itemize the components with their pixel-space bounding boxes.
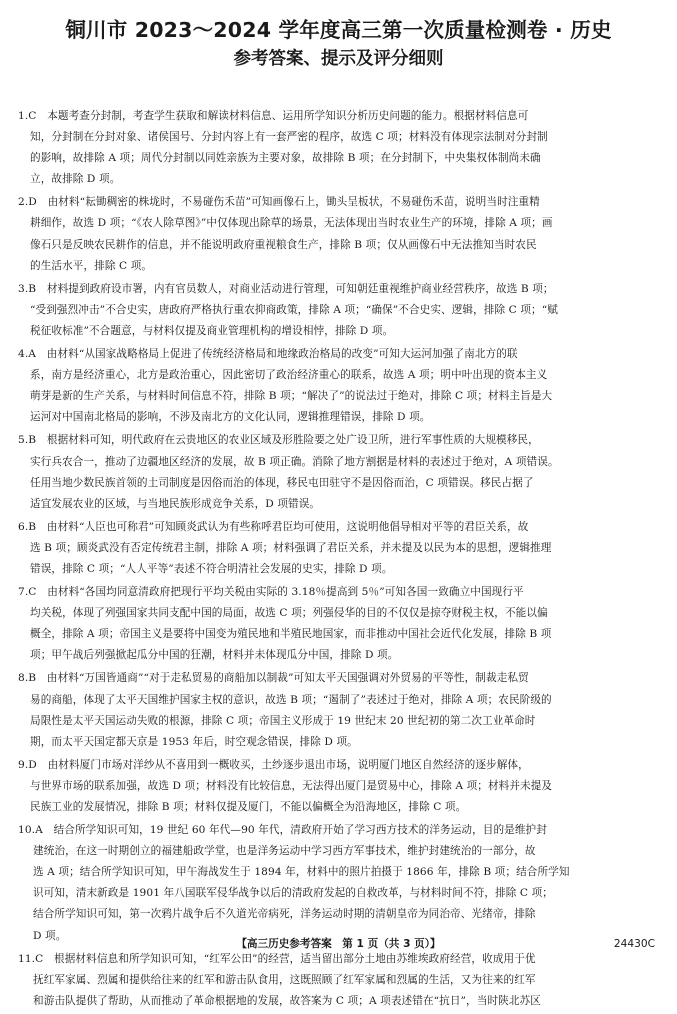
answer-item (18, 517, 654, 580)
answer-line: 实行兵农合一，推动了边疆地区经济的发展，故 B 项正确。消除了地方割据是材料的表述过于绝对，A 项错误。 (30, 455, 559, 468)
answer-line: 任用当地少数民族首领的土司制度是因俗而治的体现，移民屯田驻守不是因俗而治，C 项错误。移民占据了 (30, 476, 534, 489)
answer-line: 系，南方是经济重心，北方是政治重心，因此密切了政治经济重心的联系，故选 A 项；明中叶出现的资本主义 (30, 369, 548, 382)
answer-line: D 项。 (33, 929, 67, 942)
answer-item (18, 430, 654, 514)
answer-line: 萌芽是新的生产关系，与材料时间信息不符，排除 B 项；“解决了”的说法过于绝对，排除 C 项；材料主旨是大 (30, 390, 553, 403)
answer-line: 7.C 由材料“各国均同意清政府把现行平均关税由实际的 3.18％提高到 5％”可知各国一致确立中国现行平 (18, 586, 524, 599)
answer-line: 4.A 由材料“从国家战略格局上促进了传统经济格局和地缘政治格局的改变”可知大运河加强了南北方的联 (18, 348, 518, 361)
answer-line: 项；甲午战后列强掀起瓜分中国的狂潮，材料并未体现瓜分中国，排除 D 项。 (30, 649, 399, 662)
document-title: 铜川市 2023～2024 学年度高三第一次质量检测卷 · 历史 (65, 18, 612, 42)
answer-line: 8.B 由材料“万国皆通商”“对于走私贸易的商船加以制裁”可知太平天国强调对外贸易的平等性，制裁走私贸 (18, 672, 529, 685)
answer-line: 抚红军家属、烈属和提供给往来的红军和游击队食用，这既照顾了红军家属和烈属的生活，又为往来的红军 (33, 973, 536, 986)
answer-line: 1.C 本题考查分封制，考查学生获取和解读材料信息、运用所学知识分析历史问题的能力。根据材料信息可 (18, 110, 529, 122)
answer-line: 适宜发展农业的区域，与当地民族形成竞争关系，D 项错误。 (30, 497, 321, 510)
answer-list (18, 106, 654, 1014)
answer-line: 像石只是反映农民耕作的信息，并不能说明政府重视粮食生产，排除 B 项；仅从画像石中无法推知当时农民 (30, 238, 537, 251)
answer-line: 的生活水平，排除 C 项。 (30, 259, 153, 272)
answer-line: 立，故排除 D 项。 (30, 173, 121, 186)
answer-line: 选 A 项；结合所学知识可知，甲午海战发生于 1894 年，材料中的照片拍摄于 1866 年，排除 B 项；结合所学知 (33, 866, 570, 879)
answer-line: “受到强烈冲击”不合史实，唐政府严格执行重农抑商政策，排除 A 项；“确保”不合史实、逻辑，排除 C 项；“赋 (30, 303, 558, 316)
answer-item (18, 279, 654, 342)
answer-line: 期，而太平天国定都天京是 1953 年后，时空观念错误，排除 D 项。 (30, 735, 358, 748)
page-footer: 【高三历史参考答案 第 1 页（共 3 页）】 (236, 938, 441, 950)
document-subtitle: 参考答案、提示及评分细则 (233, 49, 444, 69)
answer-item (18, 668, 654, 752)
answer-line: 10.A 结合所学知识可知，19 世纪 60 年代—90 年代，清政府开始了学习西方技术的洋务运动，目的是维护封 (18, 824, 547, 837)
answer-line: 与世界市场的联系加强，故选 D 项；材料没有比较信息，无法得出厦门是贸易中心，排除 A 项；材料并未提及 (30, 779, 553, 792)
answer-line: 错误，排除 C 项；“人人平等”表述不符合明清社会发展的史实，排除 D 项。 (30, 562, 393, 575)
answer-item (18, 755, 654, 818)
answer-line: 选 B 项；顾炎武没有否定传统君主制，排除 A 项；材料强调了君臣关系，并未提及以民为本的思想，逻辑推理 (30, 541, 552, 554)
answer-line: 易的商船，体现了太平天国维护国家主权的意识，故选 B 项；“遏制了”表述过于绝对，排除 A 项；农民阶级的 (30, 693, 552, 706)
answer-line: 知，分封制在分封对象、诸侯国号、分封内容上有一套严密的程序，故选 C 项；材料没有体现宗法制对分封制 (30, 131, 548, 144)
answer-line: 的影响，故排除 A 项；周代分封制以同姓亲族为主要对象，故排除 B 项；在分封制下，中央集权体制尚未确 (30, 152, 541, 165)
answer-item (18, 192, 654, 276)
answer-item (18, 106, 654, 190)
answer-line: 9.D 由材料厦门市场对洋纱从不喜用到一概收买，土纱逐步退出市场，说明厦门地区自然经济的逐步解体， (18, 758, 529, 771)
answer-line: 5.B 根据材料可知，明代政府在云贵地区的农业区域及形胜险要之处广设卫所，进行军事性质的大规模移民， (18, 434, 539, 447)
answer-item (18, 949, 654, 1012)
answer-item (18, 344, 654, 428)
answer-line: 民族工业的发展情况，排除 B 项；材料仅提及厦门，不能以偏概全为沿海地区，排除 C 项。 (30, 801, 467, 813)
answer-line: 概全，排除 A 项；帝国主义是要将中国变为殖民地和半殖民地国家，而非推动中国社会近代化发展，排除 B 项 (30, 628, 552, 641)
answer-line: 建统治，在这一时期创立的福建船政学堂，也是洋务运动中学习西方军事技术，维护封建统治的一部分，故 (33, 845, 536, 858)
answer-item (18, 582, 654, 666)
answer-item (18, 820, 654, 947)
answer-line: 运河对中国南北格局的影响，不涉及南北方的文化认同，逻辑推理错误，排除 D 项。 (30, 411, 431, 424)
answer-line: 耕细作，故选 D 项；“《农人除草图》”中仅体现出除草的场景，无法体现出当时农业生产的环境，排除 A 项；画 (30, 217, 553, 230)
answer-line: 11.C 根据材料信息和所学知识可知，“红军公田”的经营，适当留出部分土地由苏维埃政府经营，收成用于优 (18, 952, 536, 965)
answer-line: 结合所学知识可知，第一次鸦片战争后不久道光帝病死，洋务运动时期的清朝皇帝为同治帝、光绪帝，排除 (33, 908, 536, 921)
answer-line: 和游击队提供了帮助，从而推动了革命根据地的发展，故答案为 C 项；A 项表述错在“抗日”，当时陕北苏区 (33, 994, 541, 1007)
answer-line: 局限性是太平天国运动失败的根源，排除 C 项；帝国主义形成于 19 世纪末 20 世纪初的第二次工业革命时 (30, 714, 536, 727)
answer-line: 税征收标准”不合题意，与材料仅提及商业管理机构的增设相悖，排除 D 项。 (30, 324, 394, 337)
answer-line: 识可知，清末新政是 1901 年八国联军侵华战争以后的清政府发起的自救改革，与材料时间不符，排除 C 项； (33, 887, 553, 900)
answer-line: 均关税，体现了列强国家共同支配中国的局面，故选 C 项；列强侵华的目的不仅仅是掠夺财税主权，不能以偏 (30, 607, 548, 620)
document-code: 24430C (613, 938, 655, 950)
answer-line: 6.B 由材料“人臣也可称君”可知顾炎武认为有些称呼君臣均可使用，这说明他倡导相对平等的君臣关系，故 (18, 520, 529, 533)
answer-line: 2.D 由材料“耘锄稠密的株垅时，不易碰伤禾苗”可知画像石上，锄头呈板状，不易碰伤禾苗，说明当时注重精 (18, 196, 540, 209)
answer-line: 3.B 材料提到政府设市署，内有官员数人，对商业活动进行管理，可知朝廷重视维护商业经营秩序，故选 B 项； (18, 282, 554, 295)
